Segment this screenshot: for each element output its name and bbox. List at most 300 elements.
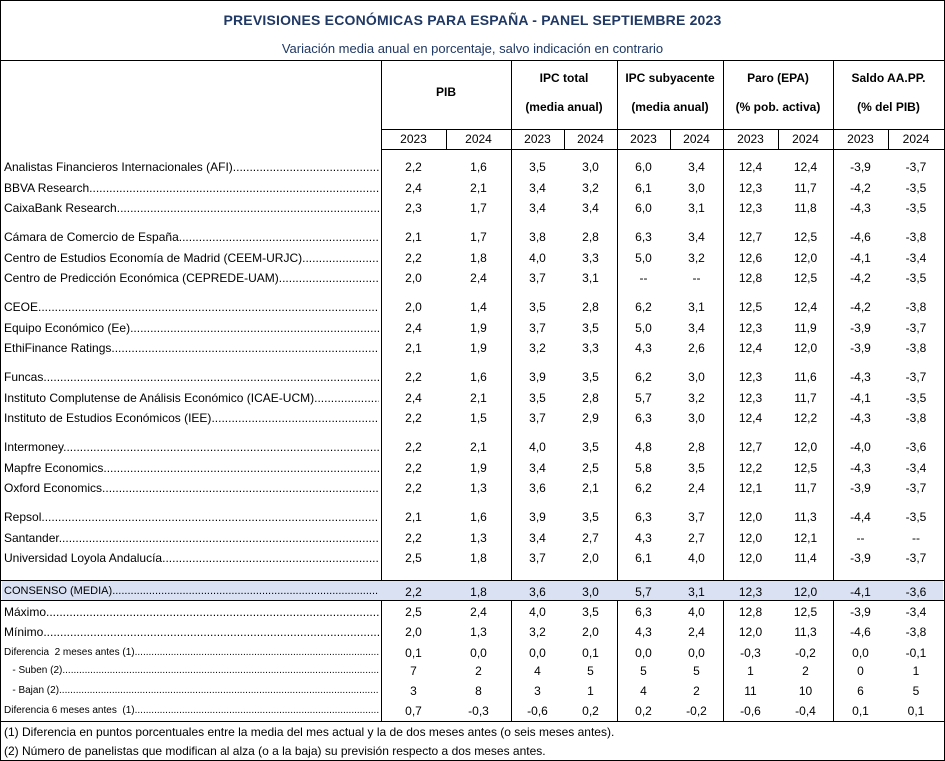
- value-cell: 12,3: [738, 585, 763, 599]
- stats-row: [1, 682, 944, 700]
- value-cell: -4,4: [850, 510, 871, 524]
- value-cell: 12,0: [793, 341, 818, 355]
- value-cell: 3,0: [688, 181, 705, 195]
- row-label: Instituto de Estudios Económicos (IEE): [4, 411, 212, 425]
- value-cell: 3: [534, 684, 541, 698]
- value-cell: 2,2: [405, 251, 422, 265]
- value-cell: 2,1: [405, 341, 422, 355]
- value-cell: 4,3: [635, 341, 652, 355]
- value-cell: 12,0: [738, 531, 763, 545]
- value-cell: 0,2: [635, 704, 652, 718]
- value-cell: 12,5: [793, 461, 818, 475]
- value-cell: 1: [747, 664, 754, 678]
- leader-dots: [233, 160, 379, 174]
- value-cell: 10: [798, 684, 813, 698]
- value-cell: 12,3: [738, 370, 763, 384]
- value-cell: 6,3: [635, 411, 652, 425]
- value-cell: 2,8: [688, 440, 705, 454]
- leader-dots: [46, 605, 379, 619]
- table-row: [1, 179, 944, 197]
- leader-dots: [102, 481, 379, 495]
- value-cell: 6,1: [635, 181, 652, 195]
- value-cell: 3,2: [582, 181, 599, 195]
- value-cell: 4,0: [688, 605, 705, 619]
- row-label: Equipo Económico (Ee): [4, 321, 131, 335]
- value-cell: 2,4: [470, 605, 487, 619]
- value-cell: 12,4: [738, 341, 763, 355]
- value-cell: 3,5: [529, 391, 546, 405]
- leader-dots: [41, 510, 379, 524]
- leader-dots: [179, 230, 379, 244]
- header-saldo: Saldo AA.PP.: [851, 71, 926, 85]
- rule-years-bottom: [381, 149, 944, 150]
- value-cell: 1,9: [470, 461, 487, 475]
- value-cell: -3,4: [905, 605, 927, 619]
- leader-dots: [135, 647, 379, 658]
- value-cell: 6,0: [635, 160, 652, 174]
- row-label: Cámara de Comercio de España: [4, 230, 179, 244]
- value-cell: --: [692, 271, 701, 285]
- value-cell: 3,8: [529, 230, 546, 244]
- value-cell: -3,6: [905, 585, 927, 599]
- value-cell: -3,5: [905, 271, 927, 285]
- table-row: [1, 529, 944, 547]
- value-cell: 2,4: [405, 181, 422, 195]
- value-cell: 12,5: [738, 300, 763, 314]
- value-cell: 12,8: [738, 271, 763, 285]
- row-label: CaixaBank Research: [4, 201, 117, 215]
- table-row: [1, 508, 944, 526]
- value-cell: 1,5: [470, 411, 487, 425]
- value-cell: 12,3: [738, 391, 763, 405]
- value-cell: -3,8: [905, 300, 927, 314]
- value-cell: -3,8: [905, 230, 927, 244]
- value-cell: 2,8: [582, 391, 599, 405]
- value-cell: 2,1: [405, 230, 422, 244]
- value-cell: -3,9: [850, 321, 871, 335]
- value-cell: -3,5: [905, 510, 927, 524]
- value-cell: 0,1: [582, 646, 599, 660]
- table-title: PREVISIONES ECONÓMICAS PARA ESPAÑA - PANEL SEPTIEMBRE 2023: [223, 12, 722, 28]
- value-cell: 3,4: [529, 461, 546, 475]
- value-cell: 4: [534, 664, 541, 678]
- table-row: [1, 339, 944, 357]
- value-cell: 2,7: [688, 531, 705, 545]
- value-cell: 11,8: [794, 201, 817, 215]
- value-cell: -3,7: [905, 160, 927, 174]
- value-cell: 2,8: [582, 230, 599, 244]
- value-cell: 4,0: [529, 440, 546, 454]
- row-label: Centro de Estudios Economía de Madrid (CEEM-URJC): [4, 251, 303, 265]
- value-cell: 12,8: [738, 605, 763, 619]
- value-cell: 2,0: [405, 625, 422, 639]
- year-header-cell: 2024: [683, 132, 710, 146]
- value-cell: 12,3: [738, 321, 763, 335]
- value-cell: 3,3: [582, 251, 599, 265]
- row-label: Analistas Financieros Internacionales (AFI): [4, 160, 233, 174]
- leader-dots: [162, 551, 379, 565]
- table-row: [1, 438, 944, 456]
- value-cell: 12,3: [738, 181, 763, 195]
- value-cell: 5,7: [635, 585, 652, 599]
- value-cell: -3,7: [905, 551, 927, 565]
- value-cell: 11,6: [794, 370, 817, 384]
- value-cell: 1,9: [470, 321, 487, 335]
- value-cell: 1,3: [470, 531, 487, 545]
- value-cell: 1,8: [470, 551, 487, 565]
- year-header-cell: 2024: [465, 132, 492, 146]
- leader-dots: [111, 341, 379, 355]
- table-row: [1, 158, 944, 176]
- value-cell: -4,3: [850, 201, 871, 215]
- value-cell: 12,2: [738, 461, 763, 475]
- value-cell: 3: [410, 684, 417, 698]
- value-cell: 0,1: [852, 704, 869, 718]
- value-cell: 3,7: [529, 411, 546, 425]
- value-cell: 2,4: [470, 271, 487, 285]
- value-cell: 2,4: [405, 391, 422, 405]
- value-cell: 2,6: [688, 341, 705, 355]
- header-ipc-subyacente: IPC subyacente: [625, 71, 715, 85]
- value-cell: -4,6: [850, 230, 871, 244]
- value-cell: 2: [802, 664, 809, 678]
- stats-row: [1, 603, 944, 621]
- stats-row: [1, 623, 944, 641]
- value-cell: 11,7: [794, 181, 817, 195]
- row-label: - Suben (2): [4, 665, 63, 676]
- value-cell: 3,5: [582, 510, 599, 524]
- row-label: Mapfre Economics: [4, 461, 104, 475]
- value-cell: 8: [475, 684, 482, 698]
- value-cell: 1,6: [470, 370, 487, 384]
- value-cell: 3,5: [529, 160, 546, 174]
- value-cell: 2,2: [405, 411, 422, 425]
- value-cell: -0,4: [795, 704, 816, 718]
- leader-dots: [279, 271, 379, 285]
- leader-dots: [211, 411, 379, 425]
- value-cell: 4,8: [635, 440, 652, 454]
- table-row: [1, 389, 944, 407]
- value-cell: 2: [693, 684, 700, 698]
- leader-dots: [117, 201, 379, 215]
- table-row: [1, 269, 944, 287]
- value-cell: -3,8: [905, 625, 927, 639]
- leader-dots: [302, 251, 379, 265]
- leader-dots: [63, 440, 379, 454]
- value-cell: 3,4: [582, 201, 599, 215]
- value-cell: 2,2: [405, 461, 422, 475]
- value-cell: 6,2: [635, 481, 652, 495]
- value-cell: 12,0: [738, 625, 763, 639]
- value-cell: 0,7: [405, 704, 422, 718]
- value-cell: 2,1: [470, 181, 487, 195]
- value-cell: 3,2: [529, 625, 546, 639]
- value-cell: 2,1: [470, 440, 487, 454]
- table-row: [1, 199, 944, 217]
- value-cell: 5: [693, 664, 700, 678]
- row-label: CEOE: [4, 300, 39, 314]
- value-cell: -4,2: [850, 271, 871, 285]
- row-label: EthiFinance Ratings: [4, 341, 112, 355]
- leader-dots: [62, 665, 379, 676]
- row-label: Centro de Predicción Económica (CEPREDE-UAM): [4, 271, 279, 285]
- value-cell: -4,2: [850, 181, 871, 195]
- value-cell: 1,8: [470, 251, 487, 265]
- value-cell: -4,3: [850, 461, 871, 475]
- value-cell: 12,1: [793, 531, 818, 545]
- value-cell: 5: [912, 684, 920, 698]
- value-cell: 3,9: [529, 370, 546, 384]
- footnote-2: (2) Número de panelistas que modifican al alza (o a la baja) su previsión respecto a dos meses antes.: [4, 744, 546, 758]
- value-cell: 1: [912, 664, 920, 678]
- row-label: Mínimo: [4, 625, 44, 639]
- value-cell: 2,1: [470, 391, 487, 405]
- value-cell: 12,4: [793, 160, 818, 174]
- value-cell: -4,0: [850, 440, 871, 454]
- value-cell: 12,2: [793, 411, 818, 425]
- value-cell: 3,5: [582, 605, 599, 619]
- value-cell: 3,4: [529, 201, 546, 215]
- value-cell: -3,8: [905, 341, 927, 355]
- value-cell: 1,6: [470, 160, 487, 174]
- value-cell: 4: [640, 684, 647, 698]
- value-cell: --: [639, 271, 648, 285]
- row-label: Máximo: [4, 605, 47, 619]
- leader-dots: [59, 531, 379, 545]
- value-cell: 7: [410, 664, 417, 678]
- value-cell: 3,2: [688, 391, 705, 405]
- rule-notes-top: [1, 721, 944, 722]
- value-cell: --: [856, 531, 865, 545]
- value-cell: 2,3: [405, 201, 422, 215]
- value-cell: 3,5: [529, 300, 546, 314]
- consensus-row: [1, 583, 944, 601]
- value-cell: 12,0: [738, 510, 763, 524]
- value-cell: -3,9: [850, 341, 871, 355]
- value-cell: 3,1: [688, 300, 705, 314]
- header-pib: PIB: [435, 85, 456, 99]
- table-row: [1, 549, 944, 567]
- value-cell: 12,0: [793, 585, 818, 599]
- value-cell: 3,6: [529, 585, 546, 599]
- value-cell: 2,2: [405, 160, 422, 174]
- value-cell: 0,0: [635, 646, 652, 660]
- value-cell: 3,5: [688, 461, 705, 475]
- value-cell: 2,0: [582, 625, 599, 639]
- value-cell: -3,5: [905, 181, 927, 195]
- value-cell: 3,6: [529, 481, 546, 495]
- value-cell: 1: [587, 684, 594, 698]
- value-cell: 6,3: [635, 230, 652, 244]
- value-cell: 0,0: [852, 646, 869, 660]
- table-row: [1, 368, 944, 386]
- value-cell: 2,2: [405, 531, 422, 545]
- value-cell: 3,2: [529, 341, 546, 355]
- value-cell: 3,1: [582, 271, 599, 285]
- value-cell: 5: [640, 664, 647, 678]
- value-cell: -3,6: [905, 440, 927, 454]
- value-cell: 1,7: [470, 230, 487, 244]
- value-cell: 12,4: [793, 300, 818, 314]
- value-cell: -3,9: [850, 160, 871, 174]
- year-header-cell: 2024: [792, 132, 819, 146]
- value-cell: 6,0: [635, 201, 652, 215]
- value-cell: 4,3: [635, 625, 652, 639]
- value-cell: 2,2: [405, 440, 422, 454]
- year-header-cell: 2023: [524, 132, 551, 146]
- value-cell: 2,2: [405, 585, 422, 599]
- value-cell: 4,0: [529, 605, 546, 619]
- value-cell: 6,3: [635, 510, 652, 524]
- value-cell: -3,9: [850, 551, 871, 565]
- value-cell: 3,3: [582, 341, 599, 355]
- table-row: [1, 298, 944, 316]
- value-cell: -0,6: [740, 704, 761, 718]
- value-cell: 5: [587, 664, 594, 678]
- value-cell: 2,5: [405, 551, 422, 565]
- value-cell: 3,1: [688, 585, 705, 599]
- row-label: Diferencia 2 meses antes (1): [4, 647, 135, 658]
- value-cell: 3,7: [688, 510, 705, 524]
- year-header-cell: 2023: [847, 132, 874, 146]
- table-row: [1, 228, 944, 246]
- value-cell: 6,1: [635, 551, 652, 565]
- value-cell: 6,3: [635, 605, 652, 619]
- year-header-cell: 2024: [902, 132, 930, 146]
- value-cell: 5,7: [635, 391, 652, 405]
- value-cell: 3,5: [582, 370, 599, 384]
- leader-dots: [38, 300, 379, 314]
- value-cell: 1,3: [470, 481, 487, 495]
- value-cell: 2,1: [405, 510, 422, 524]
- header-paro: Paro (EPA): [747, 71, 809, 85]
- value-cell: -3,4: [905, 251, 927, 265]
- leader-dots: [112, 585, 379, 597]
- value-cell: 3,0: [582, 585, 599, 599]
- value-cell: 12,4: [738, 160, 763, 174]
- value-cell: -3,7: [905, 321, 927, 335]
- header-paro-sub: (% pob. activa): [735, 100, 821, 114]
- value-cell: 1,6: [470, 510, 487, 524]
- table-row: [1, 249, 944, 267]
- value-cell: 2,2: [405, 481, 422, 495]
- stats-row: [1, 662, 944, 680]
- value-cell: -3,5: [905, 201, 927, 215]
- value-cell: 4,3: [635, 531, 652, 545]
- row-label: Repsol: [4, 510, 42, 524]
- table-row: [1, 459, 944, 477]
- value-cell: 2,0: [405, 271, 422, 285]
- value-cell: 11,7: [794, 481, 817, 495]
- leader-dots: [43, 370, 379, 384]
- table-row: [1, 319, 944, 337]
- value-cell: 2,2: [405, 370, 422, 384]
- value-cell: 2: [475, 664, 482, 678]
- header-ipc-total: IPC total: [539, 71, 589, 85]
- value-cell: -3,7: [905, 481, 927, 495]
- value-cell: 6: [857, 684, 864, 698]
- header-saldo-sub: (% del PIB): [857, 100, 920, 114]
- value-cell: 12,6: [738, 251, 763, 265]
- value-cell: --: [912, 531, 920, 545]
- table-row: [1, 409, 944, 427]
- value-cell: -4,2: [850, 300, 871, 314]
- value-cell: -3,9: [850, 605, 871, 619]
- leader-dots: [130, 321, 379, 335]
- value-cell: -4,1: [850, 585, 871, 599]
- row-label: Diferencia 6 meses antes (1): [4, 705, 135, 716]
- value-cell: 12,7: [738, 440, 763, 454]
- value-cell: -3,4: [905, 461, 927, 475]
- value-cell: 3,4: [688, 160, 705, 174]
- row-label: Oxford Economics: [4, 481, 103, 495]
- rule-years-top: [381, 129, 944, 130]
- value-cell: -0,1: [905, 646, 927, 660]
- value-cell: 12,5: [793, 271, 818, 285]
- row-label: Funcas: [4, 370, 44, 384]
- value-cell: 12,1: [738, 481, 763, 495]
- leader-dots: [59, 685, 379, 696]
- value-cell: -3,7: [905, 370, 927, 384]
- value-cell: -4,3: [850, 370, 871, 384]
- footnote-1: (1) Diferencia en puntos porcentuales entre la media del mes actual y la de dos meses antes (o seis meses antes).: [4, 725, 615, 739]
- value-cell: 1,8: [470, 585, 487, 599]
- value-cell: 0,1: [405, 646, 422, 660]
- value-cell: 12,0: [793, 440, 818, 454]
- value-cell: 11,3: [794, 625, 817, 639]
- value-cell: 12,5: [793, 605, 818, 619]
- value-cell: 6,2: [635, 300, 652, 314]
- row-label: Universidad Loyola Andalucía: [4, 551, 163, 565]
- leader-dots: [135, 705, 379, 716]
- value-cell: 12,4: [738, 411, 763, 425]
- value-cell: 0: [857, 664, 864, 678]
- row-label: Santander: [4, 531, 59, 545]
- value-cell: 5,8: [635, 461, 652, 475]
- value-cell: 3,2: [688, 251, 705, 265]
- value-cell: 11,7: [794, 391, 817, 405]
- value-cell: 4,0: [529, 251, 546, 265]
- value-cell: 11,3: [794, 510, 817, 524]
- value-cell: 2,9: [582, 411, 599, 425]
- value-cell: 5,0: [635, 321, 652, 335]
- value-cell: -4,3: [850, 411, 871, 425]
- value-cell: -3,8: [905, 411, 927, 425]
- value-cell: 2,7: [582, 531, 599, 545]
- value-cell: 0,0: [529, 646, 546, 660]
- row-label: Intermoney: [4, 440, 64, 454]
- value-cell: 2,5: [582, 461, 599, 475]
- value-cell: -0,2: [795, 646, 816, 660]
- value-cell: 0,0: [470, 646, 487, 660]
- value-cell: 3,9: [529, 510, 546, 524]
- value-cell: 0,1: [907, 704, 925, 718]
- value-cell: 2,0: [405, 300, 422, 314]
- row-label: Instituto Complutense de Análisis Económico (ICAE-UCM): [4, 391, 315, 405]
- value-cell: 3,4: [688, 321, 705, 335]
- table-subtitle: Variación media anual en porcentaje, salvo indicación en contrario: [281, 41, 664, 56]
- value-cell: 3,4: [688, 230, 705, 244]
- value-cell: -4,1: [850, 251, 871, 265]
- value-cell: 3,5: [582, 321, 599, 335]
- value-cell: 3,0: [582, 160, 599, 174]
- value-cell: 12,7: [738, 230, 763, 244]
- leader-dots: [43, 625, 379, 639]
- value-cell: 3,7: [529, 271, 546, 285]
- table-row: [1, 479, 944, 497]
- stats-row: [1, 702, 944, 720]
- value-cell: 3,0: [688, 411, 705, 425]
